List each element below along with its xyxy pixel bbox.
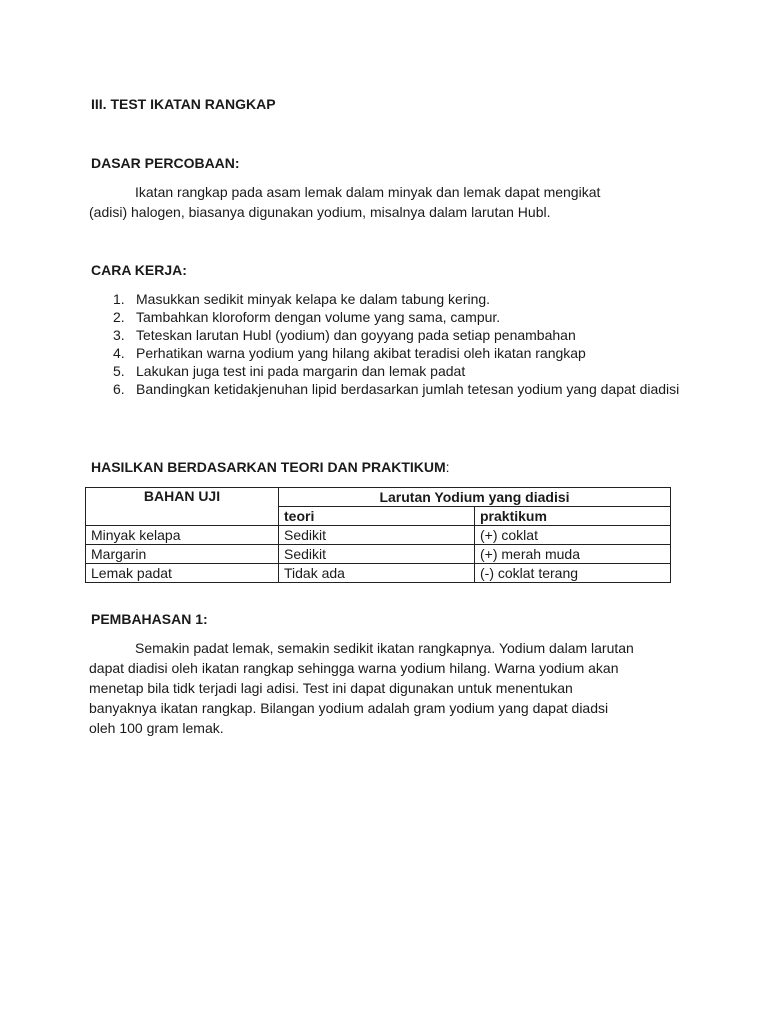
cell-bahan: Minyak kelapa	[86, 526, 279, 545]
dasar-percobaan-heading: DASAR PERCOBAAN:	[91, 155, 240, 171]
cell-bahan: Margarin	[86, 545, 279, 564]
step-number: 6.	[113, 381, 125, 397]
header-larutan-yodium: Larutan Yodium yang diadisi	[279, 488, 671, 507]
step-number: 2.	[113, 309, 125, 325]
step-text: Perhatikan warna yodium yang hilang akibat teradisi oleh ikatan rangkap	[136, 345, 586, 361]
pembahasan-line-3: menetap bila tidk terjadi lagi adisi. Test ini dapat digunakan untuk menentukan	[89, 680, 573, 696]
step-number: 3.	[113, 327, 125, 343]
step-number: 4.	[113, 345, 125, 361]
hasil-heading	[91, 458, 450, 476]
step-text: Teteskan larutan Hubl (yodium) dan goyyang pada setiap penambahan	[136, 327, 576, 343]
pembahasan-line-1-text: Semakin padat lemak, semakin sedikit ikatan rangkapnya. Yodium dalam larutan	[135, 640, 634, 656]
pembahasan-line-4: banyaknya ikatan rangkap. Bilangan yodium adalah gram yodium yang dapat diadsi	[89, 700, 609, 716]
dasar-line-1-text: Ikatan rangkap pada asam lemak dalam minyak dan lemak dapat mengikat	[135, 184, 601, 200]
dasar-line-1	[89, 182, 669, 202]
table-header-row	[86, 488, 671, 507]
step-item	[91, 326, 681, 344]
step-text: Masukkan sedikit minyak kelapa ke dalam tabung kering.	[136, 291, 491, 307]
cara-kerja-heading: CARA KERJA:	[91, 262, 187, 278]
table-row	[86, 564, 671, 583]
pembahasan-text	[89, 638, 689, 738]
cara-kerja-steps	[91, 290, 681, 398]
subheader-praktikum: praktikum	[475, 507, 671, 526]
cell-teori: Sedikit	[279, 526, 475, 545]
step-number: 1.	[113, 291, 125, 307]
step-item	[91, 380, 681, 398]
cell-teori: Sedikit	[279, 545, 475, 564]
cell-praktikum: (+) coklat	[475, 526, 671, 545]
hasil-heading-colon: :	[445, 459, 450, 475]
results-table	[85, 487, 671, 583]
header-bahan-uji: BAHAN UJI	[86, 488, 279, 526]
step-item	[91, 290, 681, 308]
table-row	[86, 545, 671, 564]
cell-praktikum: (-) coklat terang	[475, 564, 671, 583]
step-text: Tambahkan kloroform dengan volume yang sama, campur.	[136, 309, 501, 325]
step-text: Lakukan juga test ini pada margarin dan lemak padat	[136, 363, 466, 379]
dasar-percobaan-text	[89, 182, 669, 222]
cell-bahan: Lemak padat	[86, 564, 279, 583]
hasil-heading-text: HASILKAN BERDASARKAN TEORI DAN PRAKTIKUM	[91, 459, 446, 475]
pembahasan-line-1	[89, 638, 689, 658]
step-item	[91, 362, 681, 380]
subheader-teori: teori	[279, 507, 475, 526]
pembahasan-line-5: oleh 100 gram lemak.	[89, 720, 224, 736]
section-title: III. TEST IKATAN RANGKAP	[91, 96, 276, 112]
pembahasan-line-2: dapat diadisi oleh ikatan rangkap sehingga warna yodium hilang. Warna yodium akan	[89, 660, 619, 676]
step-number: 5.	[113, 363, 125, 379]
step-item	[91, 308, 681, 326]
step-text: Bandingkan ketidakjenuhan lipid berdasarkan jumlah tetesan yodium yang dapat diadisi	[136, 381, 680, 397]
step-item	[91, 344, 681, 362]
cell-praktikum: (+) merah muda	[475, 545, 671, 564]
pembahasan-heading: PEMBAHASAN 1:	[91, 611, 208, 627]
cell-teori: Tidak ada	[279, 564, 475, 583]
table-row	[86, 526, 671, 545]
dasar-line-2: (adisi) halogen, biasanya digunakan yodium, misalnya dalam larutan Hubl.	[89, 204, 551, 220]
